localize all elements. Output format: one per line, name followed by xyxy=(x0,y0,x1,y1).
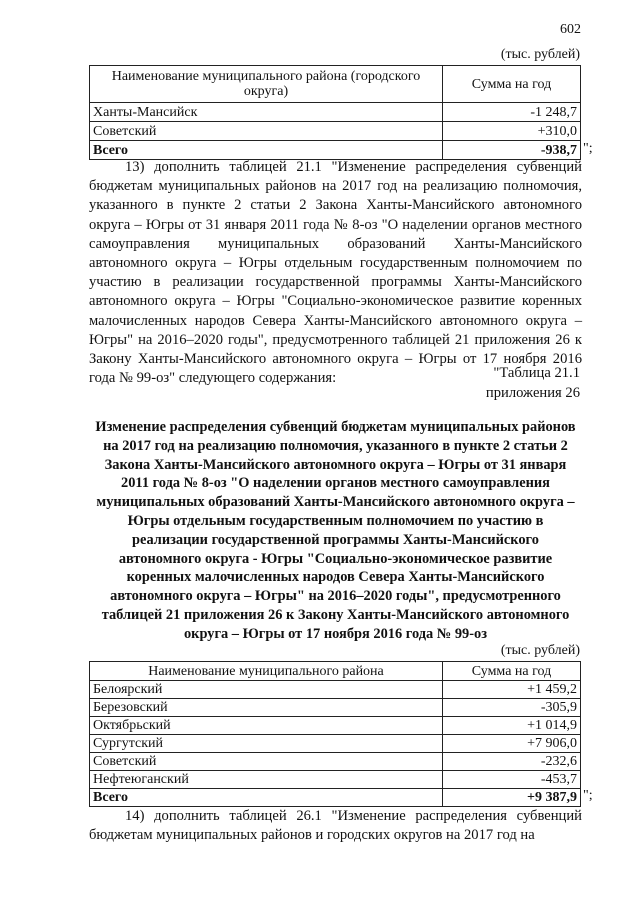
row-sum: -453,7 xyxy=(443,771,581,789)
row-name: Нефтеюганский xyxy=(90,771,443,789)
total-sum: +9 387,9 xyxy=(443,789,581,807)
table1-header-sum: Сумма на год xyxy=(443,66,581,103)
table-row xyxy=(90,103,581,122)
section-title: Изменение распределения субвенций бюджетам муниципальных районов на 2017 год на реализацию полномочия, указанного в пункте 2 статьи 2 Закона Ханты-Мансийского автономного округа – Югры от 31 января 2011 года № 8-оз "О наделении органов местного самоуправления муниципальных образований Ханты-Мансийского автономного округа – Югры отдельным государственным полномочием по участию в реализации государственной программы Ханты-Мансийского автономного округа - Югры "Социально-экономическое развитие коренных малочисленных народов Севера Ханты-Мансийского автономного округа – Югры" на 2016–2020 годы", предусмотренного таблицей 21 приложения 26 к Закону Ханты-Мансийского автономного округа – Югры от 17 ноября 2016 года № 99-оз xyxy=(95,419,576,642)
row-name: Октябрьский xyxy=(90,717,443,735)
total-sum: -938,7 xyxy=(443,141,581,160)
table-row xyxy=(90,735,581,753)
paragraph-13: 13) дополнить таблицей 21.1 "Изменение распределения субвенций бюджетам муниципальных районов на 2017 год на реализацию полномочия, указанного в пункте 2 статьи 2 Закона Ханты-Мансийского автономного округа – Югры от 31 января 2011 года № 8-оз "О наделении органов местного самоуправления муниципальных образований Ханты-Мансийского автономного округа – Югры отдельным государственным полномочием по участию в реализации государственной программы Ханты-Мансийского автономного округа – Югры "Социально-экономическое развитие коренных малочисленных народов Севера Ханты-Мансийского автономного округа – Югры" на 2016–2020 годы", предусмотренного таблицей 21 приложения 26 к Закону Ханты-Мансийского автономного округа – Югры от 17 ноября 2016 года № 99-оз" следующего содержания: xyxy=(89,159,582,387)
row-sum: -305,9 xyxy=(443,699,581,717)
row-name: Советский xyxy=(90,122,443,141)
row-sum: -1 248,7 xyxy=(443,103,581,122)
row-name: Ханты-Мансийск xyxy=(90,103,443,122)
table2-unit: (тыс. рублей) xyxy=(500,643,580,658)
caption-line-1: "Таблица 21.1 xyxy=(493,365,580,381)
page-number: 602 xyxy=(560,22,581,37)
table-caption xyxy=(486,364,580,403)
table1-tail: "; xyxy=(583,141,593,156)
table-row xyxy=(90,699,581,717)
total-name: Всего xyxy=(90,789,443,807)
caption-line-2: приложения 26 xyxy=(485,384,580,401)
row-name: Советский xyxy=(90,753,443,771)
table1-unit: (тыс. рублей) xyxy=(500,47,580,62)
row-sum: +1 459,2 xyxy=(443,681,581,699)
row-name: Сургутский xyxy=(90,735,443,753)
table-row xyxy=(90,771,581,789)
table-row xyxy=(90,753,581,771)
table1 xyxy=(89,65,581,160)
table2-header-name: Наименование муниципального района xyxy=(90,662,443,681)
table2 xyxy=(89,661,581,807)
table1-header-name: Наименование муниципального района (городского округа) xyxy=(90,66,443,103)
total-name: Всего xyxy=(90,141,443,160)
table-total-row xyxy=(90,141,581,160)
row-name: Березовский xyxy=(90,699,443,717)
table-row xyxy=(90,681,581,699)
table2-tail: "; xyxy=(583,788,593,803)
row-name: Белоярский xyxy=(90,681,443,699)
row-sum: +7 906,0 xyxy=(443,735,581,753)
table-total-row xyxy=(90,789,581,807)
paragraph-14: 14) дополнить таблицей 26.1 "Изменение распределения субвенций бюджетам муниципальных районов и городских округов на 2017 год на xyxy=(89,808,582,844)
row-sum: -232,6 xyxy=(443,753,581,771)
table-row xyxy=(90,717,581,735)
row-sum: +310,0 xyxy=(443,122,581,141)
table2-header-sum: Сумма на год xyxy=(443,662,581,681)
table-row xyxy=(90,122,581,141)
row-sum: +1 014,9 xyxy=(443,717,581,735)
